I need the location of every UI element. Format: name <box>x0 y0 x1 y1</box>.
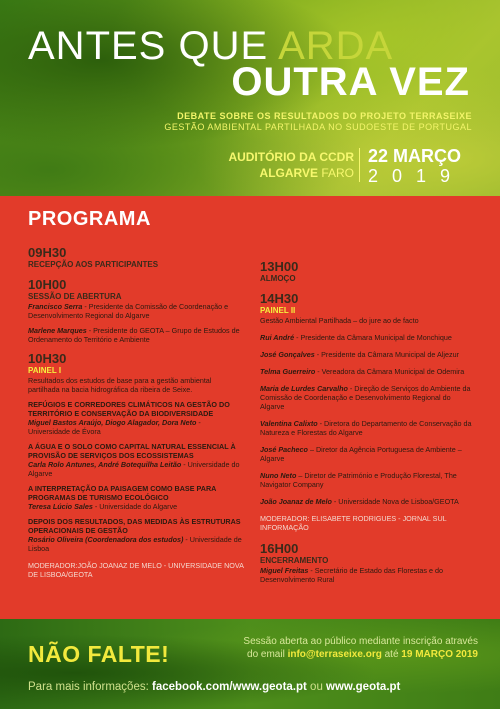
registration-email-link[interactable]: info@terraseixe.org <box>287 649 382 660</box>
speaker <box>28 302 244 320</box>
subtitle-line-2: GESTÃO AMBIENTAL PARTILHADA NO SUDOESTE DE PORTUGAL <box>164 122 472 132</box>
talk-title: A INTERPRETAÇÃO DA PAISAGEM COMO BASE PARA PROGRAMAS DE TURISMO ECOLÓGICO <box>28 484 217 502</box>
registration-line-1: Sessão aberta ao público mediante inscrição através <box>243 636 478 647</box>
venue-city: ALGARVE <box>259 166 318 180</box>
time-slot: 09H30 <box>28 245 67 260</box>
date-year: 2019 <box>368 166 465 186</box>
call-to-action: NÃO FALTE! <box>28 641 170 667</box>
speaker-name: Carla Rolo Antunes, André Botequilha Leitão <box>28 460 182 469</box>
speaker-affiliation: - Universidade de Lisboa <box>28 535 242 553</box>
speaker-name: José Pacheco <box>260 445 308 454</box>
speaker-role: - Secretário de Estado das Florestas e do Desenvolvimento Rural <box>260 566 443 584</box>
website-link[interactable]: www.geota.pt <box>326 681 401 693</box>
title-line-2: OUTRA VEZ <box>231 60 470 104</box>
moderator: MODERADOR:JOÃO JOANAZ DE MELO - UNIVERSIDADE NOVA DE LISBOA/GEOTA <box>28 561 244 579</box>
subtitle-line-1: DEBATE SOBRE OS RESULTADOS DO PROJETO TERRASEIXE <box>177 111 472 121</box>
speaker-name: Teresa Lúcio Sales <box>28 502 93 511</box>
registration-deadline: 19 MARÇO 2019 <box>401 649 478 660</box>
program-title: PROGRAMA <box>28 208 151 230</box>
speaker-name: José Gonçalves <box>260 350 315 359</box>
venue-line-1: AUDITÓRIO DA CCDR <box>228 150 354 164</box>
panel-label: PAINEL I <box>28 366 62 375</box>
talk-speakers <box>28 418 244 436</box>
speaker-name: Rosário Oliveira (Coordenadora dos estudos) <box>28 535 184 544</box>
title-part-1: ANTES QUE <box>28 24 279 68</box>
talk-title: DEPOIS DOS RESULTADOS, DAS MEDIDAS ÀS ESTRUTURAS OPERACIONAIS DE GESTÃO <box>28 517 241 535</box>
venue-line-2 <box>214 166 354 180</box>
time-slot: 10H30 <box>28 351 67 366</box>
more-info-prefix: Para mais informações: <box>28 681 152 693</box>
talk-speakers <box>28 460 244 478</box>
talk-speakers <box>28 535 244 553</box>
panelist <box>260 350 476 359</box>
session-title: RECEPÇÃO AOS PARTICIPANTES <box>28 260 159 269</box>
panelist <box>260 445 476 463</box>
time-slot: 10H00 <box>28 277 67 292</box>
program-right-column <box>260 260 476 584</box>
header-banner <box>0 0 500 200</box>
speaker-affiliation: - Universidade de Évora <box>28 418 201 436</box>
program-left-column <box>28 246 244 579</box>
event-date <box>368 146 464 187</box>
speaker-role: - Universidade Nova de Lisboa/GEOTA <box>331 497 459 506</box>
speaker-role: - Vereadora da Câmara Municipal de Odemira <box>315 367 465 376</box>
speaker-name: Telma Guerreiro <box>260 367 316 376</box>
registration-mid: até <box>381 649 402 660</box>
speaker-name: Maria de Lurdes Carvalho <box>260 384 348 393</box>
speaker-role: - Presidente do GEOTA – Grupo de Estudos de Ordenamento do Território e Ambiente <box>28 326 240 344</box>
speaker-affiliation: - Universidade do Algarve <box>92 502 178 511</box>
panelist <box>260 384 476 411</box>
more-info <box>28 681 400 693</box>
time-slot: 13H00 <box>260 259 299 274</box>
speaker-affiliation: - Universidade do Algarve <box>28 460 240 478</box>
moderator: MODERADOR: ELISABETE RODRIGUES - JORNAL SUL INFORMAÇÃO <box>260 514 447 532</box>
speaker-name: Miguel Bastos Araújo, Diogo Alagador, Dora Neto <box>28 418 197 427</box>
talk-title: A ÁGUA E O SOLO COMO CAPITAL NATURAL ESSENCIAL À PROVISÃO DE SERVIÇOS DOS ECOSSISTEMAS <box>28 442 236 460</box>
speaker-role: - Diretora do Departamento de Conservação da Natureza e Florestas do Algarve <box>260 419 472 437</box>
panelist <box>260 471 476 489</box>
panel-description: Resultados dos estudos de base para a gestão ambiental partilhada na bacia hidrográfica da ribeira de Seixe. <box>28 376 212 394</box>
program-panel <box>0 196 500 619</box>
speaker-role: - Direção de Serviços do Ambiente da Comissão de Coordenação e Desenvolvimento Regional do Algarve <box>260 384 471 411</box>
venue <box>214 150 354 180</box>
speaker <box>260 566 476 584</box>
venue-town: FARO <box>317 166 354 180</box>
time-slot: 14H30 <box>260 291 299 306</box>
speaker-role: - Presidente da Comissão de Coordenação e Desenvolvimento Regional do Algarve <box>28 302 229 320</box>
panel-label: PAINEL II <box>260 306 296 315</box>
date-day-month: 22 MARÇO <box>368 146 462 166</box>
speaker-role: - Presidente da Câmara Municipal de Aljezur <box>314 350 459 359</box>
more-info-mid: ou <box>306 681 327 693</box>
speaker-name: João Joanaz de Melo <box>260 497 332 506</box>
session-title: ALMOÇO <box>260 274 296 283</box>
speaker-role: – Diretor da Agência Portuguesa de Ambiente – Algarve <box>260 445 462 463</box>
panelist <box>260 367 476 376</box>
registration-line-2 <box>198 648 478 661</box>
speaker-name: Marlene Marques <box>28 326 87 335</box>
session-title: ENCERRAMENTO <box>260 556 329 565</box>
panel-description: Gestão Ambiental Partilhada – do jure ao de facto <box>260 316 419 325</box>
speaker-role: - Presidente da Câmara Municipal de Monchique <box>294 333 452 342</box>
footer-banner <box>0 619 500 709</box>
talk-speakers <box>28 502 244 511</box>
speaker-name: Nuno Neto <box>260 471 297 480</box>
session-title: SESSÃO DE ABERTURA <box>28 292 122 301</box>
facebook-link[interactable]: facebook.com/www.geota.pt <box>152 681 307 693</box>
panelist <box>260 419 476 437</box>
speaker-name: Rui André <box>260 333 295 342</box>
title-part-2: ARDA <box>278 24 394 68</box>
talk-title: REFÚGIOS E CORREDORES CLIMÁTICOS NA GESTÃO DO TERRITÓRIO E CONSERVAÇÃO DA BIODIVERSIDADE <box>28 400 230 418</box>
time-slot: 16H00 <box>260 541 299 556</box>
panelist <box>260 497 476 506</box>
speaker-role: – Diretor de Património e Produção Florestal, The Navigator Company <box>260 471 457 489</box>
panelist <box>260 333 476 342</box>
speaker-name: Valentina Calixto <box>260 419 318 428</box>
speaker-name: Miguel Freitas <box>260 566 309 575</box>
speaker-name: Francisco Serra <box>28 302 83 311</box>
speaker <box>28 326 244 344</box>
divider <box>359 148 360 182</box>
registration-prefix: do email <box>247 649 288 660</box>
registration-note <box>198 635 478 661</box>
